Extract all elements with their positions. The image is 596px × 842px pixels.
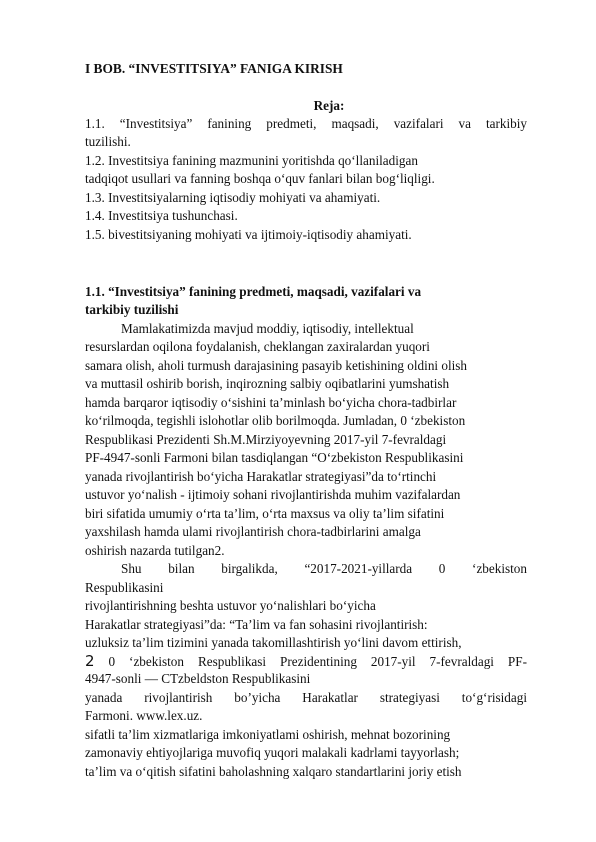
paragraph-line: yanada rivojlantirish bo‘yicha Harakatlar strategiyasi”da to‘rtinchi bbox=[85, 469, 437, 484]
footnote-mark: 2 bbox=[85, 652, 95, 670]
paragraph-line: Shu bilan birgalikda, “2017-2021-yillarda 0 ‘zbekiston bbox=[121, 561, 527, 576]
paragraph-line: samara olish, aholi turmush darajasining pasayib ketishining oldini olish bbox=[85, 358, 468, 373]
plan-line: tadqiqot usullari va fanning boshqa o‘quv fanlari bilan bog‘liqligi. bbox=[85, 171, 435, 186]
footnote-line: Farmoni. www.lex.uz. bbox=[85, 708, 203, 723]
paragraph-line: oshirish nazarda tutilgan2. bbox=[85, 543, 225, 558]
paragraph-line: ko‘rilmoqda, tegishli islohotlar olib borilmoqda. Jumladan, 0 ‘zbekiston bbox=[85, 413, 466, 428]
plan-line: 1.3. Investitsiyalarning iqtisodiy mohiyati va ahamiyati. bbox=[85, 190, 381, 205]
paragraph-line: biri sifatida umumiy o‘rta ta’lim, o‘rta maxsus va oliy ta’lim sifatini bbox=[85, 506, 445, 521]
paragraph-line: zamonaviy ehtiyojlariga muvofiq yuqori malakali kadrlami tayyorlash; bbox=[85, 745, 460, 760]
paragraph-line: rivojlantirishning beshta ustuvor yo‘nalishlari bo‘yicha bbox=[85, 598, 376, 613]
paragraph-line: uzluksiz ta’lim tizimini yanada takomillashtirish yo‘lini davom ettirish, bbox=[85, 635, 462, 650]
plan-line: 1.1. “Investitsiya” fanining predmeti, maqsadi, vazifalari va tarkibiy bbox=[85, 116, 527, 131]
section-heading: tarkibiy tuzilishi bbox=[85, 302, 179, 317]
plan-line: 1.2. Investitsiya fanining mazmunini yoritishda qo‘llaniladigan bbox=[85, 153, 418, 168]
paragraph-line: sifatli ta’lim xizmatlariga imkoniyatlami oshirish, mehnat bozorining bbox=[85, 727, 451, 742]
footnote-text: 0 ‘zbekiston Respublikasi Prezidentining 2017-yil 7-fevraldagi PF- bbox=[94, 654, 527, 669]
paragraph-line: resurslardan oqilona foydalanish, cheklangan zaxiralardan yuqori bbox=[85, 339, 430, 354]
paragraph-line: yaxshilash hamda ulami rivojlantirish chora-tadbirlarini amalga bbox=[85, 524, 421, 539]
chapter-title: I BOB. “INVESTITSIYA” FANIGA KIRISH bbox=[85, 61, 343, 76]
paragraph-line: Respublikasini bbox=[85, 580, 164, 595]
section-heading: 1.1. “Investitsiya” fanining predmeti, maqsadi, vazifalari va bbox=[85, 284, 422, 299]
paragraph-line: ustuvor yo‘nalish - ijtimoiy sohani rivojlantirishda muhim vazifalardan bbox=[85, 487, 461, 502]
footnote-line bbox=[85, 652, 527, 672]
paragraph-line: hamda barqaror iqtisodiy o‘sishini ta’minlash bo‘yicha chora-tadbirlar bbox=[85, 395, 457, 410]
paragraph-line: Mamlakatimizda mavjud moddiy, iqtisodiy, intellektual bbox=[121, 321, 414, 336]
plan-heading: Reja: bbox=[313, 98, 345, 113]
paragraph-line: Harakatlar strategiyasi”da: “Ta’lim va fan sohasini rivojlantirish: bbox=[85, 617, 428, 632]
footnote-line: 4947-sonli — CTzbeldston Respublikasini bbox=[85, 671, 311, 686]
plan-line: 1.4. Investitsiya tushunchasi. bbox=[85, 208, 238, 223]
paragraph-line: ta’lim va o‘qitish sifatini baholashning xalqaro standartlarini joriy etish bbox=[85, 764, 462, 779]
paragraph-line: PF-4947-sonli Farmoni bilan tasdiqlangan “O‘zbekiston Respublikasini bbox=[85, 450, 464, 465]
paragraph-line: va muttasil oshirib borish, inqirozning salbiy oqibatlarini yumshatish bbox=[85, 376, 450, 391]
paragraph-line: Respublikasi Prezidenti Sh.M.Mirziyoyevning 2017-yil 7-fevraldagi bbox=[85, 432, 447, 447]
footnote-line: yanada rivojlantirish bo’yicha Harakatlar strategiyasi to‘g‘risidagi bbox=[85, 690, 527, 705]
plan-line: 1.5. bivestitsiyaning mohiyati va ijtimoiy-iqtisodiy ahamiyati. bbox=[85, 227, 412, 242]
plan-line: tuzilishi. bbox=[85, 134, 131, 149]
